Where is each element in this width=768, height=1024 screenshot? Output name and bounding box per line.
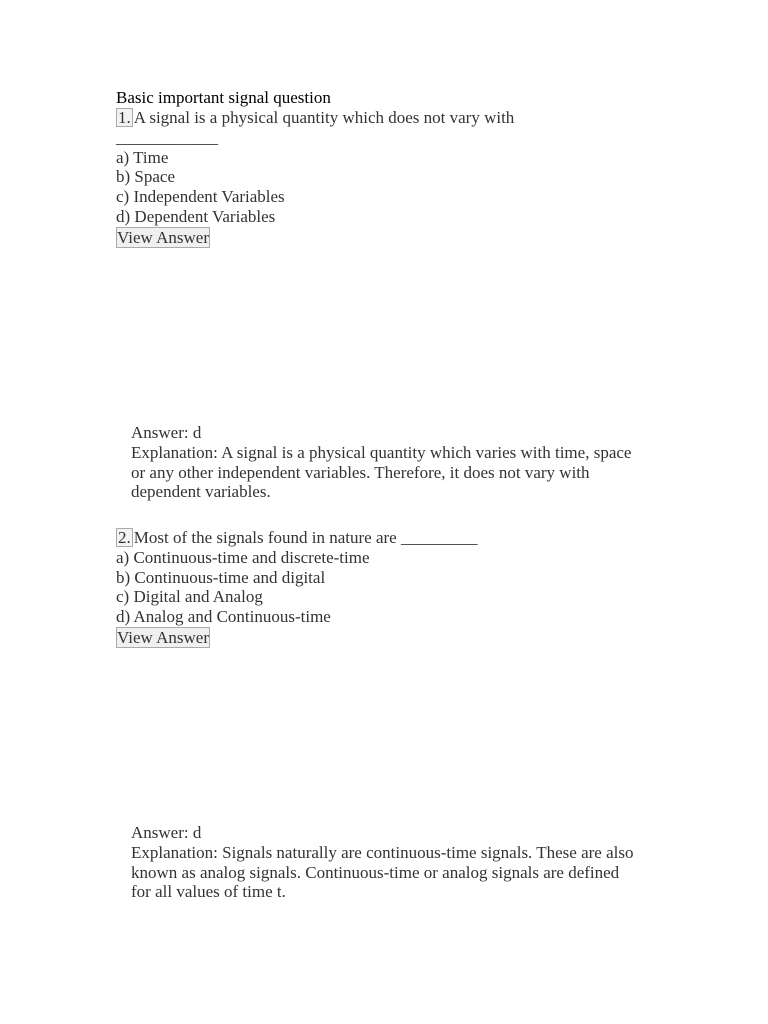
option-d: d) Analog and Continuous-time [116,607,331,627]
question-2-stem-line [116,528,656,548]
question-1-stem-line [116,108,656,128]
option-a: a) Time [116,147,169,167]
option-c: c) Independent Variables [116,187,285,207]
question-2 [116,528,656,648]
option-c: c) Digital and Analog [116,587,263,607]
page-title: Basic important signal question [116,88,331,107]
question-2-options [116,548,656,627]
question-1-options [116,148,656,227]
option-b: b) Space [116,167,176,187]
question-1-text: A signal is a physical quantity which does not vary with [133,108,515,127]
question-2-text: Most of the signals found in nature are _________ [133,528,478,547]
answer-2: Answer: d [131,823,202,842]
answer-2-block [131,823,641,902]
question-1 [116,108,656,248]
option-a: a) Continuous-time and discrete-time [116,547,370,567]
view-answer-button[interactable]: View Answer [117,227,209,247]
question-1-blank: ____________ [116,127,218,147]
question-2-number: 2. [118,528,131,547]
answer-1-block [131,423,641,502]
explanation-1: Explanation: A signal is a physical quantity which varies with time, space or any other independent variables. Therefore, it does not vary with dependent variables. [131,442,632,502]
option-b: b) Continuous-time and digital [116,567,326,587]
explanation-2: Explanation: Signals naturally are continuous-time signals. These are also known as analog signals. Continuous-time or analog signals are defined for all values of time t. [131,842,634,902]
answer-1: Answer: d [131,423,202,442]
question-1-number: 1. [118,108,131,127]
option-d: d) Dependent Variables [116,206,276,226]
view-answer-button[interactable]: View Answer [117,627,209,647]
